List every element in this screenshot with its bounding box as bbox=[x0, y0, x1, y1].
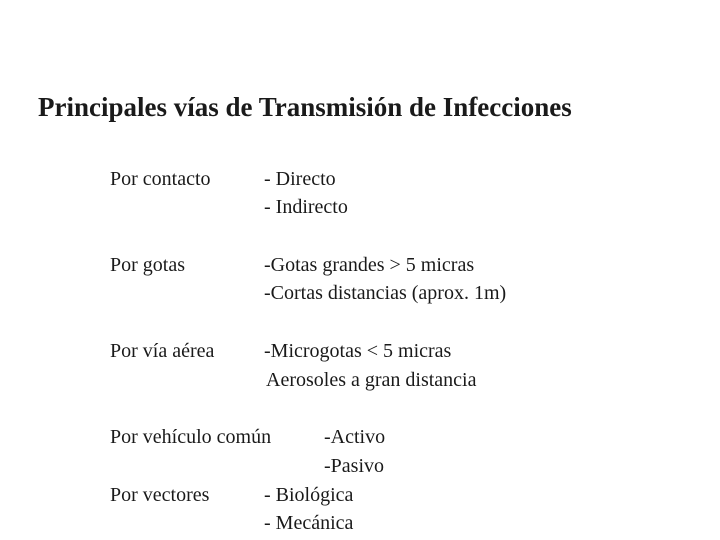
route-label-vehiculo-comun: Por vehículo común bbox=[110, 426, 272, 448]
route-detail-mecanica: - Mecánica bbox=[264, 512, 354, 534]
route-detail-cortas-distancias: -Cortas distancias (aprox. 1m) bbox=[264, 282, 507, 304]
slide-title: Principales vías de Transmisión de Infecciones bbox=[38, 92, 572, 122]
route-detail-indirecto: - Indirecto bbox=[264, 196, 348, 218]
route-detail-gotas-grandes: -Gotas grandes > 5 micras bbox=[264, 254, 475, 276]
route-detail-microgotas: -Microgotas < 5 micras bbox=[264, 340, 452, 362]
route-label-gotas: Por gotas bbox=[110, 254, 185, 276]
route-label-via-aerea: Por vía aérea bbox=[110, 340, 215, 362]
route-detail-biologica: - Biológica bbox=[264, 484, 354, 506]
route-label-vectores: Por vectores bbox=[110, 484, 210, 506]
route-detail-directo: - Directo bbox=[264, 168, 336, 190]
route-detail-pasivo: -Pasivo bbox=[324, 455, 384, 477]
route-detail-activo: -Activo bbox=[324, 426, 386, 448]
route-detail-aerosoles: Aerosoles a gran distancia bbox=[266, 369, 477, 391]
route-label-contacto: Por contacto bbox=[110, 168, 211, 190]
